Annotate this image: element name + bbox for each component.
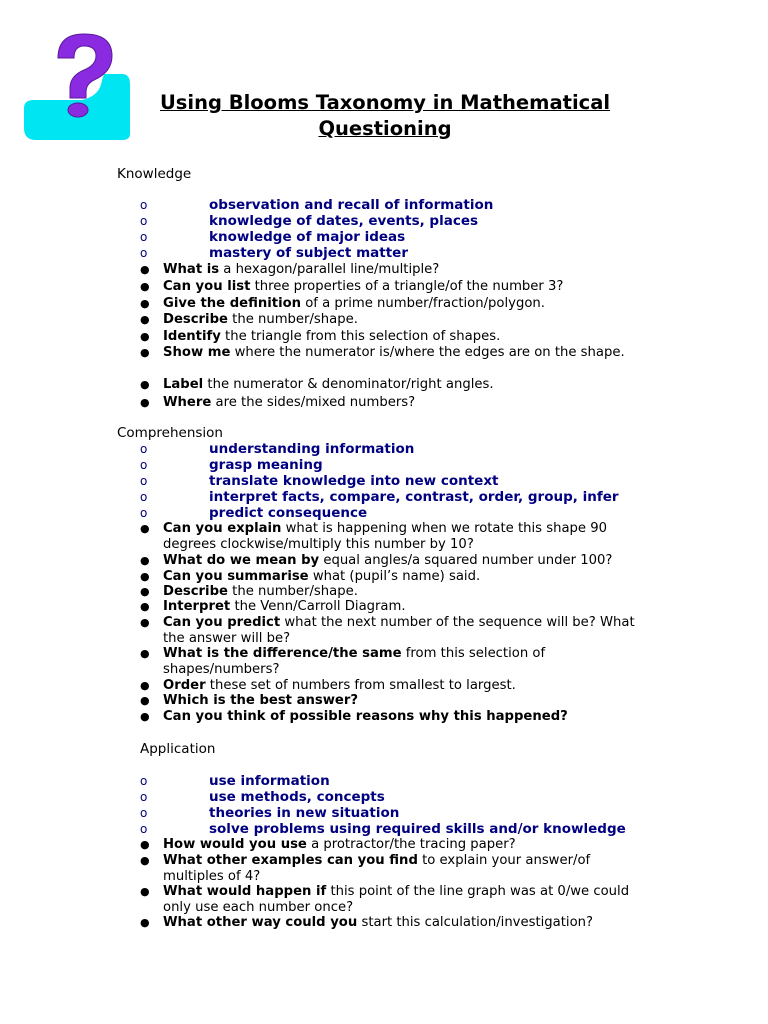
bullet-icon: ● — [140, 378, 150, 391]
question-item — [163, 279, 563, 295]
question-stem: Can you predict — [163, 615, 281, 630]
question-rest: a hexagon/parallel line/multiple? — [219, 262, 440, 277]
question-rest: of a prime number/fraction/polygon. — [301, 296, 545, 311]
bullet-icon: ● — [140, 647, 150, 660]
question-rest: what (pupil’s name) said. — [308, 569, 481, 584]
sub-point: use information — [209, 773, 330, 789]
sub-point: observation and recall of information — [209, 197, 494, 213]
question-item — [163, 345, 643, 361]
bullet-icon: ● — [140, 616, 150, 629]
question-rest: this point of the line graph was at 0/we could only use each number once? — [163, 884, 630, 915]
bullet-icon: ● — [140, 554, 150, 567]
hollow-bullet-icon: o — [140, 198, 148, 212]
question-rest: three properties of a triangle/of the number 3? — [250, 279, 564, 294]
sub-point: mastery of subject matter — [209, 245, 408, 261]
sub-point: grasp meaning — [209, 457, 323, 473]
question-stem: What would happen if — [163, 884, 327, 899]
bullet-icon: ● — [140, 522, 150, 535]
question-rest: the triangle from this selection of shapes. — [220, 329, 501, 344]
question-item — [163, 646, 643, 678]
question-rest: the Venn/Carroll Diagram. — [230, 599, 406, 614]
bullet-icon: ● — [140, 694, 150, 707]
question-item — [163, 709, 568, 725]
question-rest: are the sides/mixed numbers? — [211, 395, 416, 410]
question-stem: What is the difference/the same — [163, 646, 402, 661]
question-stem: What do we mean by — [163, 553, 320, 568]
question-rest: what is happening when we rotate this shape 90 degrees clockwise/multiply this number by 10? — [163, 521, 608, 552]
question-stem: Can you think of possible reasons why this happened? — [163, 709, 568, 724]
question-item — [163, 584, 358, 600]
bullet-icon: ● — [140, 679, 150, 692]
question-rest: these set of numbers from smallest to largest. — [205, 678, 516, 693]
question-stem: How would you use — [163, 837, 307, 852]
question-stem: What other examples can you find — [163, 853, 418, 868]
question-item — [163, 693, 358, 709]
sub-point: knowledge of major ideas — [209, 229, 406, 245]
question-item — [163, 853, 643, 885]
sub-point: understanding information — [209, 441, 415, 457]
bullet-icon: ● — [140, 710, 150, 723]
question-mark-icon — [22, 30, 132, 142]
question-rest: a protractor/the tracing paper? — [306, 837, 516, 852]
question-stem: What other way could you — [163, 915, 358, 930]
question-item — [163, 395, 415, 411]
question-rest: equal angles/a squared number under 100? — [319, 553, 613, 568]
bullet-icon: ● — [140, 313, 150, 326]
hollow-bullet-icon: o — [140, 246, 148, 260]
bullet-icon: ● — [140, 280, 150, 293]
sub-point: translate knowledge into new context — [209, 473, 499, 489]
question-stem: Give the definition — [163, 296, 302, 311]
sub-point: predict consequence — [209, 505, 368, 521]
section-heading-comprehension: Comprehension — [117, 425, 223, 441]
question-rest: from this selection of shapes/numbers? — [163, 646, 546, 677]
question-stem: Where — [163, 395, 212, 410]
hollow-bullet-icon: o — [140, 822, 148, 836]
question-rest: where the numerator is/where the edges are on the shape. — [230, 345, 625, 360]
hollow-bullet-icon: o — [140, 230, 148, 244]
bullet-icon: ● — [140, 570, 150, 583]
question-item — [163, 615, 643, 647]
question-item — [163, 521, 643, 553]
question-stem: Identify — [163, 329, 221, 344]
hollow-bullet-icon: o — [140, 774, 148, 788]
question-stem: Describe — [163, 312, 228, 327]
question-item — [163, 553, 612, 569]
question-rest: start this calculation/investigation? — [357, 915, 594, 930]
question-item — [163, 678, 516, 694]
hollow-bullet-icon: o — [140, 506, 148, 520]
bullet-icon: ● — [140, 885, 150, 898]
bullet-icon: ● — [140, 600, 150, 613]
bullet-icon: ● — [140, 330, 150, 343]
section-heading-application: Application — [140, 741, 216, 757]
question-item — [163, 312, 358, 328]
question-item — [163, 569, 480, 585]
question-stem: Show me — [163, 345, 231, 360]
page-title-continued: Questioning — [318, 117, 452, 140]
section-heading-knowledge: Knowledge — [117, 166, 192, 182]
bullet-icon: ● — [140, 297, 150, 310]
question-stem: Label — [163, 377, 204, 392]
question-rest: the number/shape. — [227, 584, 358, 599]
bullet-icon: ● — [140, 916, 150, 929]
bullet-icon: ● — [140, 346, 150, 359]
question-item — [163, 837, 516, 853]
question-item — [163, 915, 593, 931]
question-item — [163, 599, 406, 615]
question-stem: Can you list — [163, 279, 251, 294]
question-stem: Describe — [163, 584, 228, 599]
bullet-icon: ● — [140, 396, 150, 409]
sub-point: interpret facts, compare, contrast, order, group, infer — [209, 489, 619, 505]
question-item — [163, 884, 643, 916]
question-item — [163, 329, 500, 345]
question-rest: the numerator & denominator/right angles. — [203, 377, 494, 392]
bullet-icon: ● — [140, 854, 150, 867]
bullet-icon: ● — [140, 585, 150, 598]
question-item — [163, 296, 545, 312]
question-stem: Order — [163, 678, 206, 693]
sub-point: theories in new situation — [209, 805, 400, 821]
sub-point: use methods, concepts — [209, 789, 385, 805]
hollow-bullet-icon: o — [140, 790, 148, 804]
hollow-bullet-icon: o — [140, 458, 148, 472]
sub-point: knowledge of dates, events, places — [209, 213, 479, 229]
question-stem: Can you explain — [163, 521, 282, 536]
question-rest: what the next number of the sequence will be? What the answer will be? — [163, 615, 635, 646]
question-item — [163, 377, 494, 393]
sub-point: solve problems using required skills and/or knowledge — [209, 821, 626, 837]
question-rest: the number/shape. — [227, 312, 358, 327]
bullet-icon: ● — [140, 263, 150, 276]
question-stem: Interpret — [163, 599, 231, 614]
hollow-bullet-icon: o — [140, 214, 148, 228]
hollow-bullet-icon: o — [140, 806, 148, 820]
question-item — [163, 262, 439, 278]
hollow-bullet-icon: o — [140, 442, 148, 456]
bullet-icon: ● — [140, 838, 150, 851]
question-stem: Can you summarise — [163, 569, 309, 584]
question-rest: to explain your answer/of multiples of 4? — [163, 853, 591, 884]
hollow-bullet-icon: o — [140, 474, 148, 488]
page-title: Using Blooms Taxonomy in Mathematical — [159, 91, 611, 114]
hollow-bullet-icon: o — [140, 490, 148, 504]
question-stem: Which is the best answer? — [163, 693, 358, 708]
question-stem: What is — [163, 262, 220, 277]
